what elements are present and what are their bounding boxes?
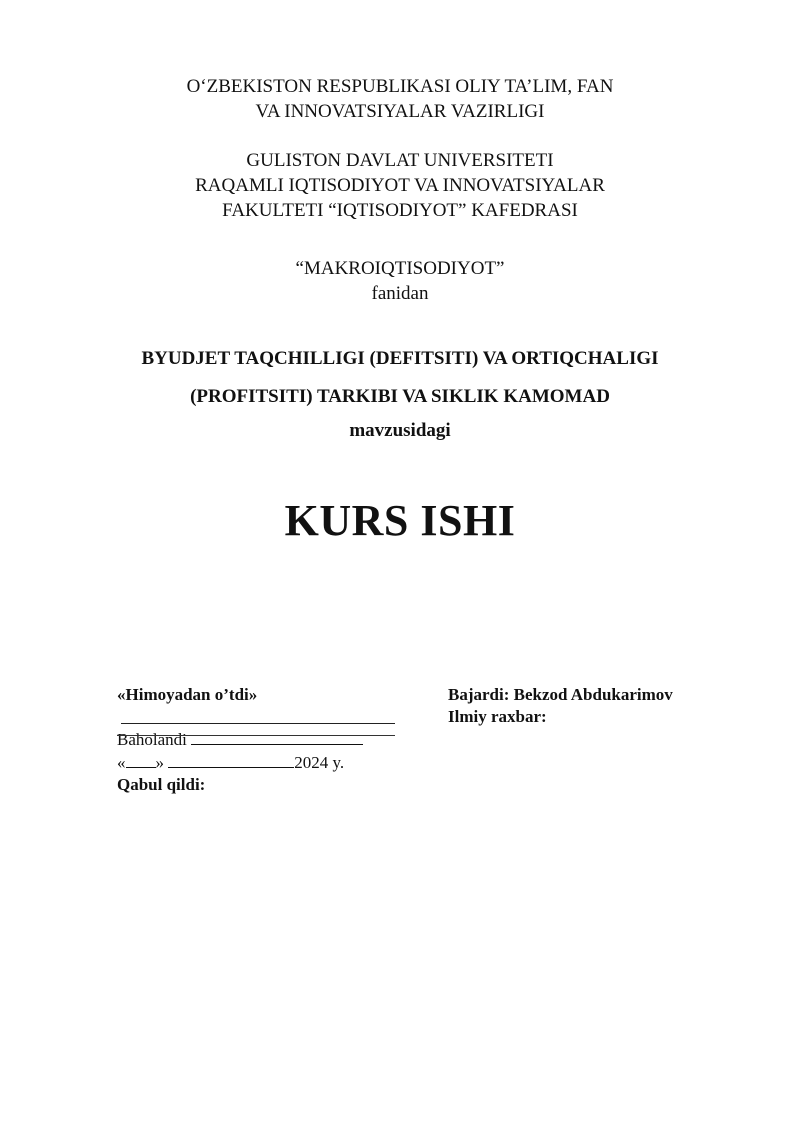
signature-line bbox=[121, 723, 395, 724]
author-block bbox=[448, 684, 748, 728]
university-header bbox=[0, 148, 800, 223]
subject-block bbox=[0, 256, 800, 306]
topic-block bbox=[0, 340, 800, 416]
supervisor-label: Ilmiy raxbar: bbox=[448, 707, 547, 726]
month-blank bbox=[168, 751, 294, 768]
subject-suffix: fanidan bbox=[371, 283, 429, 304]
defense-block bbox=[117, 684, 407, 796]
day-blank bbox=[126, 751, 156, 768]
date-year: 2024 y. bbox=[294, 753, 345, 772]
topic-line-1: BYUDJET TAQCHILLIGI (DEFITSITI) VA ORTIQCHALIGI bbox=[141, 348, 659, 369]
subject-name: “MAKROIQTISODIYOT” bbox=[295, 258, 505, 279]
ministry-line-2: VA INNOVATSIYALAR VAZIRLIGI bbox=[255, 101, 545, 122]
date-row bbox=[117, 751, 407, 774]
date-open-quote: « bbox=[117, 753, 126, 772]
ministry-header bbox=[0, 74, 800, 124]
completed-by: Bajardi: Bekzod Abdukarimov bbox=[448, 685, 673, 704]
signature-line-row bbox=[117, 706, 407, 728]
ministry-line-1: O‘ZBEKISTON RESPUBLIKASI OLIY TA’LIM, FAN bbox=[186, 76, 614, 97]
date-close-quote: » bbox=[155, 753, 164, 772]
graded-row bbox=[117, 728, 407, 751]
grade-blank bbox=[191, 728, 363, 745]
accepted-label: Qabul qildi: bbox=[117, 775, 206, 794]
university-line-3: FAKULTETI “IQTISODIYOT” KAFEDRASI bbox=[222, 200, 578, 221]
university-line-1: GULISTON DAVLAT UNIVERSITETI bbox=[246, 150, 554, 171]
topic-suffix: mavzusidagi bbox=[349, 420, 451, 441]
university-line-2: RAQAMLI IQTISODIYOT VA INNOVATSIYALAR bbox=[195, 175, 605, 196]
document-title: KURS ISHI bbox=[284, 496, 516, 545]
defense-label: «Himoyadan o’tdi» bbox=[117, 685, 258, 704]
graded-strike-line bbox=[117, 735, 395, 736]
graded-label: Baholandi bbox=[117, 730, 187, 749]
topic-line-2: (PROFITSITI) TARKIBI VA SIKLIK KAMOMAD bbox=[190, 386, 610, 407]
